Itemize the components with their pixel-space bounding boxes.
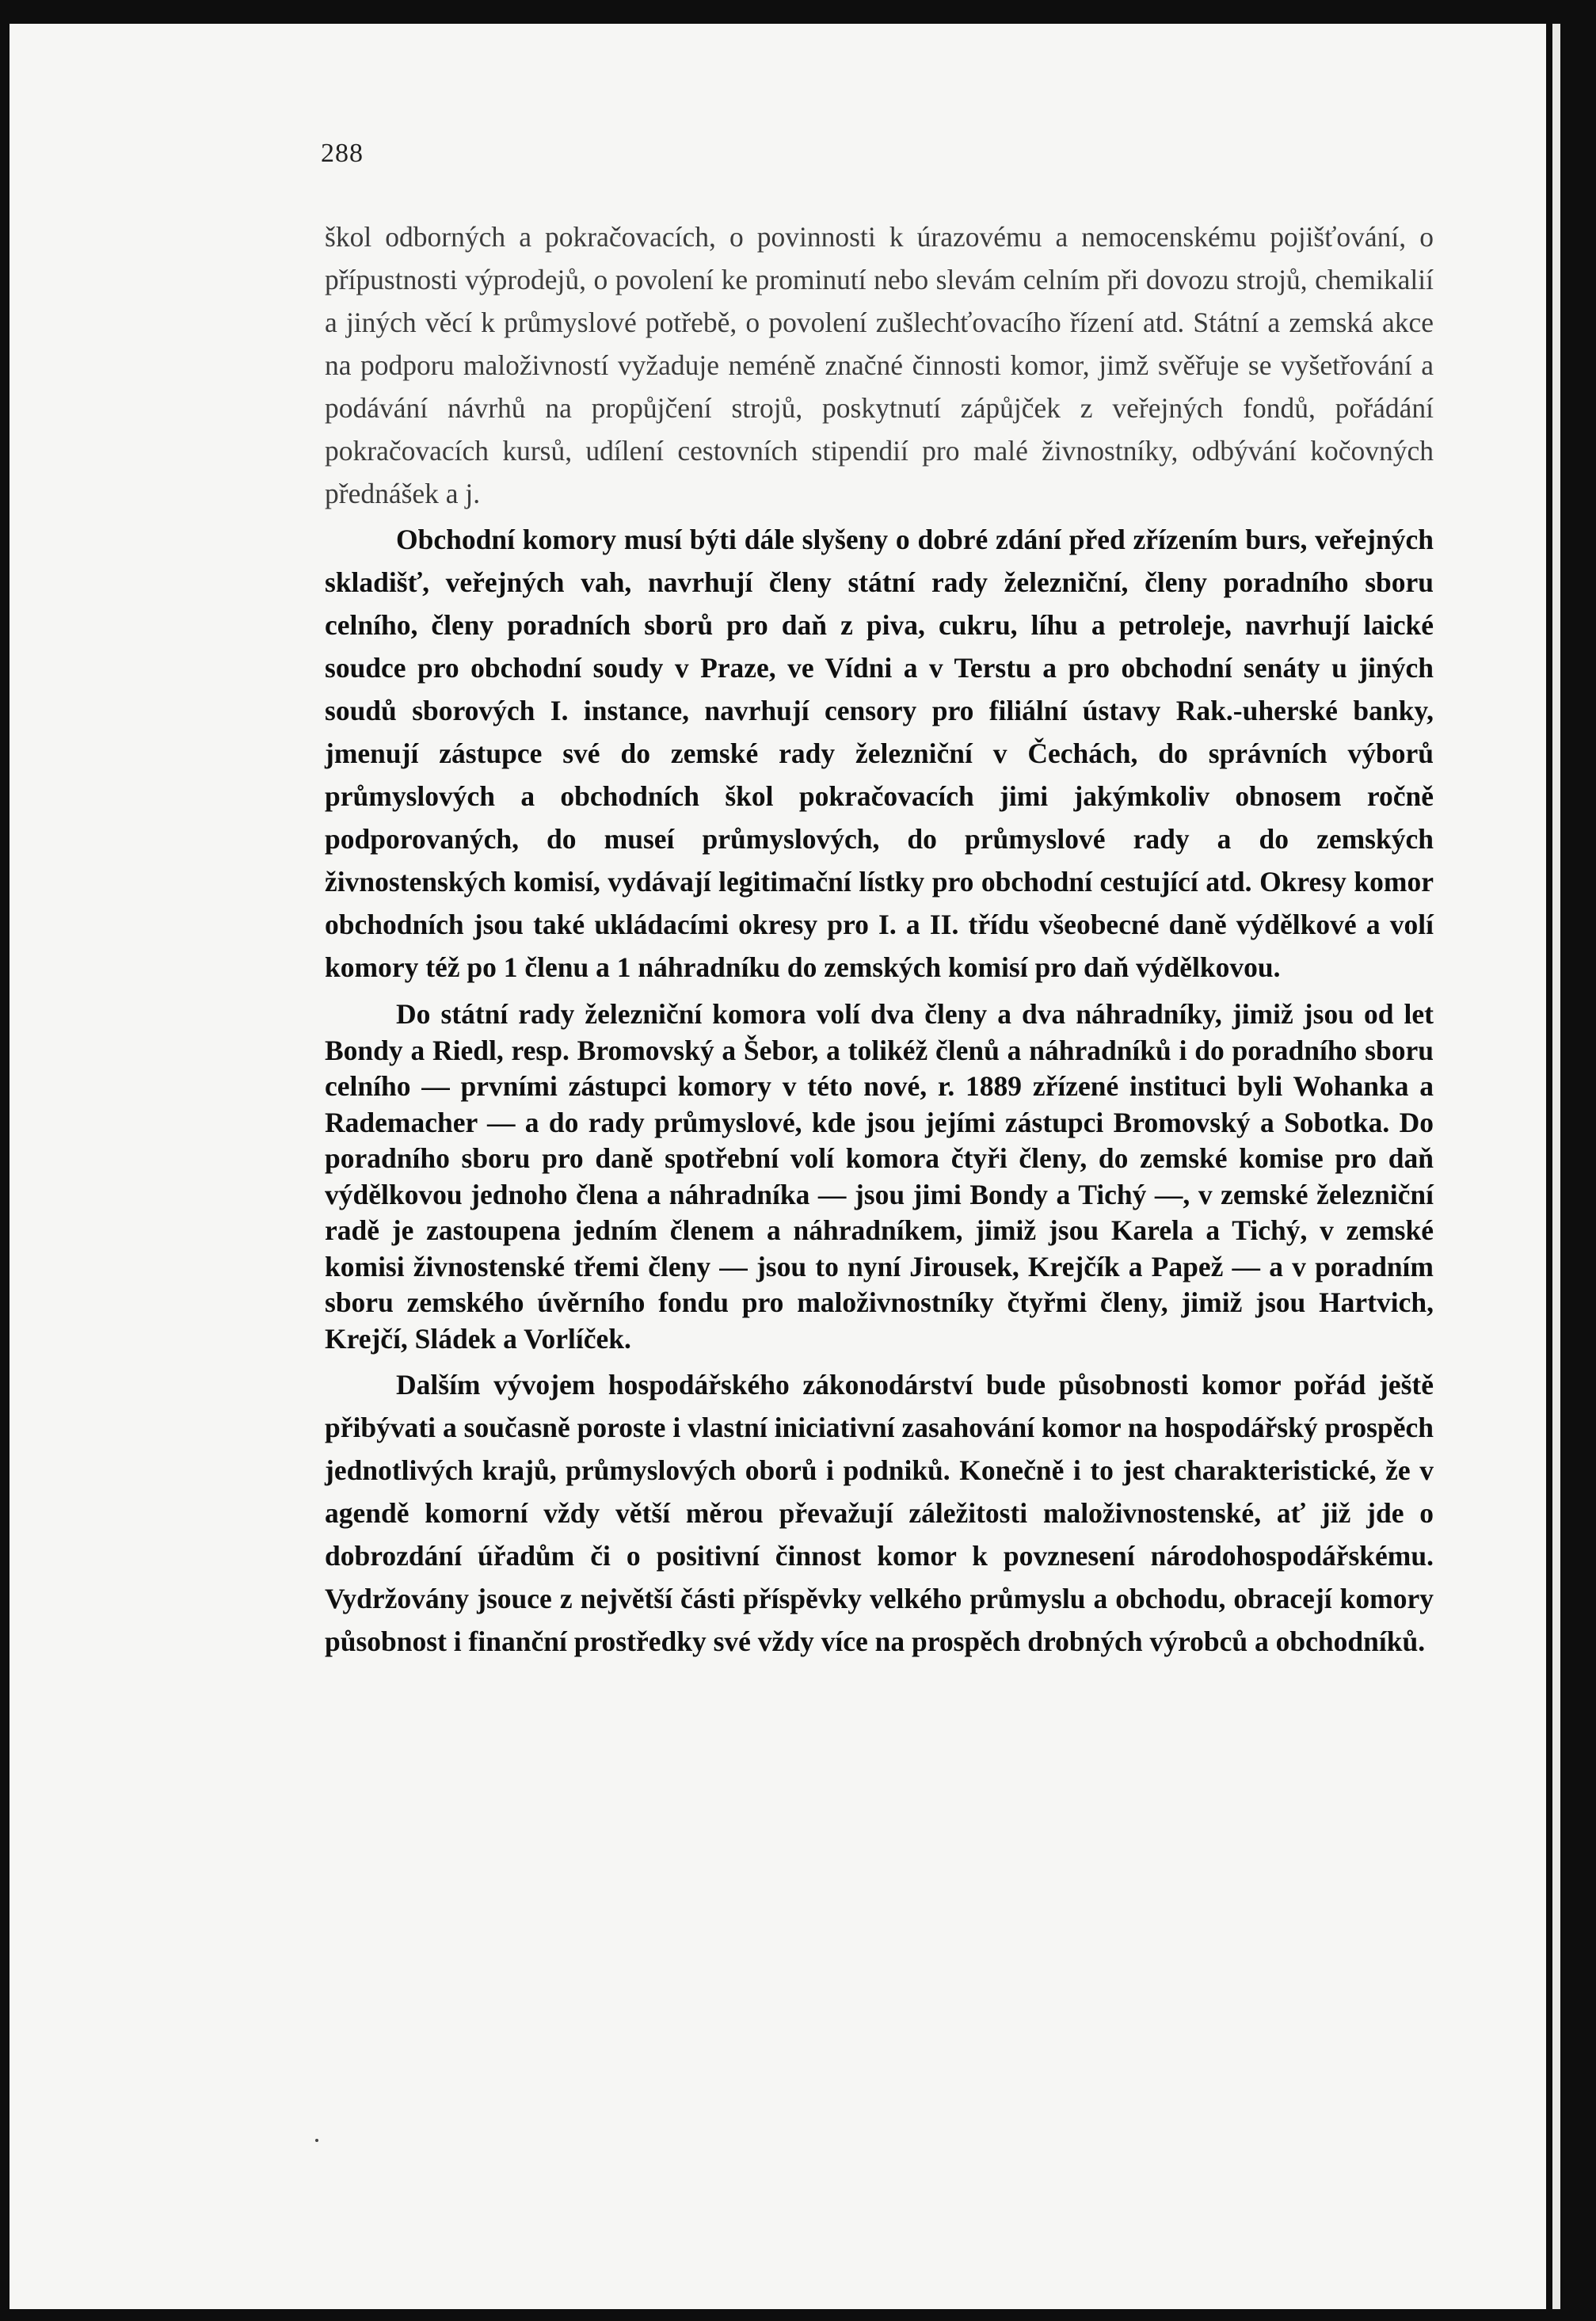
paragraph-1: škol odborných a pokračovacích, o povinnosti k úrazovému a nemocenskému pojišťování, o přípustnosti výprodejů, o povolení ke prominutí nebo slevám celním při dovozu strojů, chemikalií a jiných věcí k průmyslové potřebě, o povolení zušlechťovacího řízení atd. Státní a zemská akce na podporu maloživností vyžaduje neméně značné činnosti komor, jimž svěřuje se vyšetřování a podávání návrhů na propůjčení strojů, poskytnutí zápůjček z veřejných fondů, pořádání pokračovacích kursů, udílení cestovních stipendií pro malé živnostníky, odbývání kočovných přednášek a j. [325,221,1434,509]
page-number: 288 [321,139,364,168]
page-edge [1552,24,1560,2309]
print-speck [315,2139,318,2142]
paragraph-4: Dalším vývojem hospodářského zákonodárství bude působnosti komor pořád ještě přibývati a současně poroste i vlastní iniciativní zasahování komor na hospodářský prospěch jednotlivých krajů, průmyslových oborů i podniků. Konečně i to jest charakteristické, že v agendě komorní vždy větší měrou převažují záležitosti maloživnostenské, ať již jde o dobrozdání úřadům či o positivní činnost komor k povznesení národohospodářskému. Vydržovány jsouce z největší části příspěvky velkého průmyslu a obchodu, obracejí komory působnost i finanční prostředky své vždy více na prospěch drobných výrobců a obchodníků. [325,1369,1434,1657]
paragraph-3: Do státní rady železniční komora volí dva členy a dva náhradníky, jimiž jsou od let Bondy a Riedl, resp. Bromovský a Šebor, a tolikéž členů a náhradníků i do poradního sboru celního — prvními zástupci komory v této nové, r. 1889 zřízené instituci byli Wohanka a Rademacher — a do rady průmyslové, kde jsou jejími zástupci Bromovský a Sobotka. Do poradního sboru pro daně spotřební volí komora čtyři členy, do zemské komise pro daň výdělkovou jednoho člena a náhradníka — jsou jimi Bondy a Tichý —, v zemské železniční radě je zastoupena jedním členem a náhradníkem, jimiž jsou Karela a Tichý, v zemské komisi živnostenské třemi členy — jsou to nyní Jirousek, Krejčík a Papež — a v poradním sboru zemského úvěrního fondu pro maloživnostníky čtyřmi členy, jimiž jsou Hartvich, Krejčí, Sládek a Vorlíček. [325,998,1434,1355]
body-text [325,215,1434,1663]
paragraph-2: Obchodní komory musí býti dále slyšeny o dobré zdání před zřízením burs, veřejných skladišť, veřejných vah, navrhují členy státní rady železniční, členy poradního sboru celního, členy poradních sborů pro daň z piva, cukru, líhu a petroleje, navrhují laické soudce pro obchodní soudy v Praze, ve Vídni a v Terstu a pro obchodní senáty u jiných soudů sborových I. instance, navrhují censory pro filiální ústavy Rak.-uherské banky, jmenují zástupce své do zemské rady železniční v Čechách, do správních výborů průmyslových a obchodních škol pokračovacích jimi jakýmkoliv obnosem ročně podporovaných, do museí průmyslových, do průmyslové rady a do zemských živnostenských komisí, vydávají legitimační lístky pro obchodní cestující atd. Okresy komor obchodních jsou také ukládacími okresy pro I. a II. třídu všeobecné daně výdělkové a volí komory též po 1 členu a 1 náhradníku do zemských komisí pro daň výdělkovou. [325,524,1434,983]
